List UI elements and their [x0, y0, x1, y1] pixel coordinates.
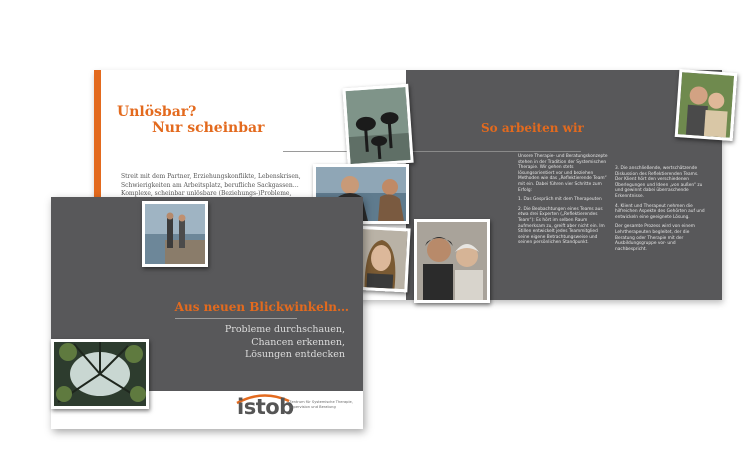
- tagline-line: Supervision und Beratung: [289, 404, 336, 409]
- text-column-1: [518, 154, 608, 250]
- paragraph: 3. Die anschließende, wertschätzende Diskussion des Reflektierenden Teams. Der Klient hört den verschiedenen Überlegungen und Ideen „von außen“ zu und gewinnt dabei überraschende Erkenntnisse.: [615, 166, 703, 199]
- divider-line: [175, 318, 297, 319]
- happy-couple-photo: [675, 69, 738, 141]
- men-on-pier-photo: [142, 201, 208, 267]
- intro-line: Schwierigkeiten am Arbeitsplatz, berufliche Sackgassen…: [121, 181, 299, 189]
- subtitle-line: Chancen erkennen,: [251, 336, 345, 348]
- headline-line-1: Unlösbar?: [117, 104, 197, 120]
- paragraph: Unsere Therapie- und Beratungskonzepte stehen in der Tradition der Systemischen Therapie. Wir gehen stets lösungsorientiert vor und beziehen Methoden wie das „Reflektierende Team“ mit ein. Dabei führen vier Schritte zum Erfolg:: [518, 154, 608, 193]
- couple-portrait-photo: [414, 219, 490, 303]
- paragraph: 1. Das Gespräch mit dem Therapeuten: [518, 197, 602, 203]
- subtitle-line: Probleme durchschauen,: [224, 324, 345, 335]
- intro-line: Komplexe, scheinbar unlösbare (Beziehungs-)Probleme,: [121, 190, 292, 197]
- subtitle-line: Lösungen entdecken: [244, 349, 345, 360]
- logo-tagline: [289, 400, 359, 409]
- divider-line: [406, 151, 581, 152]
- istob-logo: [237, 395, 352, 425]
- logo-wordmark: istob: [237, 395, 294, 419]
- paragraph: 2. Die Beobachtungen eines Teams aus etwa drei Experten („Reflektierendes Team“): Es hört im selben Raum aufmerksam zu, greift aber nicht ein. Im Stillen entwickelt jedes Teammitglied seine eigene Betrachtungsweise und seinen persönlichen Standpunkt.: [518, 206, 605, 246]
- paragraph: 4. Klient und Therapeut nehmen die hilfreichen Aspekte des Gehörten auf und entwickeln eine geeignete Lösung.: [615, 203, 705, 220]
- text-column-2: [615, 166, 705, 256]
- trees-from-below-photo: [51, 339, 149, 409]
- tagline-line: Zentrum für Systemische Therapie,: [289, 400, 353, 404]
- headline-line-2: Nur scheinbar: [152, 120, 265, 136]
- cover-subtitle: [225, 324, 345, 362]
- intro-line: Streit mit dem Partner, Erziehungskonflikte, Lebenskrisen,: [121, 173, 301, 180]
- section-title: So arbeiten wir: [481, 121, 584, 135]
- cover-title: Aus neuen Blickwinkeln…: [174, 300, 349, 314]
- chairs-photo: [342, 84, 413, 167]
- paragraph: Der gesamte Prozess wird von einem Lehrtherapeuten begleitet, der die Beratung oder Therapie mit der Ausbildungsgruppe vor- und nachbespricht.: [615, 224, 695, 252]
